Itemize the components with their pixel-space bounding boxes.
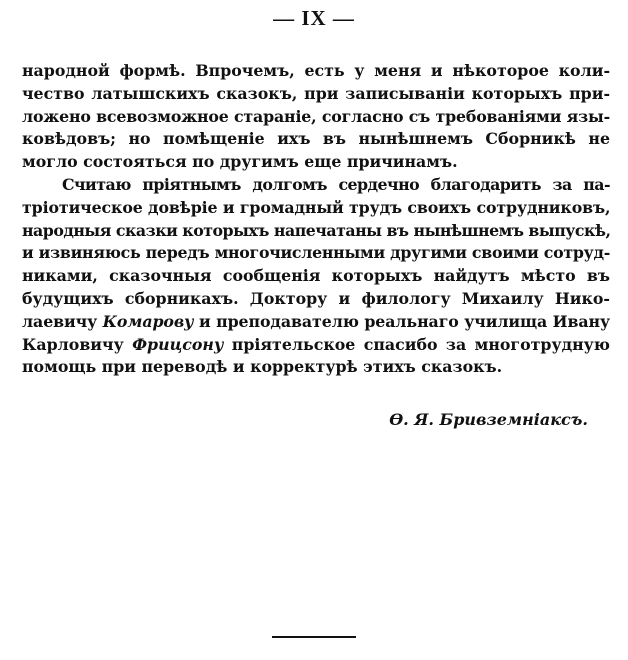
author-signature: Ѳ. Я. Бривземніаксъ. <box>389 410 588 429</box>
text-fragment: и преподавателю реальнаго училища Ивану <box>193 311 610 331</box>
text-line: никами, сказочныя сообщенія которыхъ найдутъ мѣсто въ <box>22 266 610 286</box>
text-line <box>22 334 610 357</box>
page-number: — IX — <box>273 6 355 30</box>
text-line: народныя сказки которыхъ напечатаны въ нынѣшнемъ выпускѣ, <box>22 220 611 240</box>
text-fragment: Карловичу <box>22 334 133 354</box>
text-line: будущихъ сборникахъ. Доктору и филологу Михаилу Нико- <box>22 288 610 308</box>
text-line: помощь при переводѣ и корректурѣ этихъ сказокъ. <box>22 357 503 377</box>
person-name-fritsson: Фрицсону <box>132 334 224 354</box>
text-line: ложено всевозможное стараніе, согласно съ требованіями язы- <box>22 106 611 126</box>
text-fragment: лаевичу <box>22 311 103 331</box>
text-line: народной формѣ. Впрочемъ, есть у меня и нѣкоторое коли- <box>22 61 610 80</box>
bottom-rule <box>272 636 356 638</box>
text-line: ковѣдовъ; но помѣщеніе ихъ въ нынѣшнемъ Сборникѣ не <box>22 129 610 149</box>
text-line: и извиняюсь передъ многочисленными другими своими сотруд- <box>22 243 610 263</box>
text-fragment: пріятельское спасибо за многотрудную <box>223 334 610 354</box>
paragraph-2 <box>22 174 610 379</box>
text-line: Считаю пріятнымъ долгомъ сердечно благодарить за па- <box>62 174 610 194</box>
person-name-komarov: Комарову <box>102 311 194 331</box>
text-line: чество латышскихъ сказокъ, при записываніи которыхъ при- <box>22 83 610 103</box>
text-line <box>22 311 610 334</box>
paragraph-1 <box>22 60 610 174</box>
body-text <box>22 60 610 379</box>
text-line: тріотическое довѣріе и громадный трудъ своихъ сотрудниковъ, <box>22 197 611 217</box>
text-line: могло состояться по другимъ еще причинамъ. <box>22 152 458 172</box>
